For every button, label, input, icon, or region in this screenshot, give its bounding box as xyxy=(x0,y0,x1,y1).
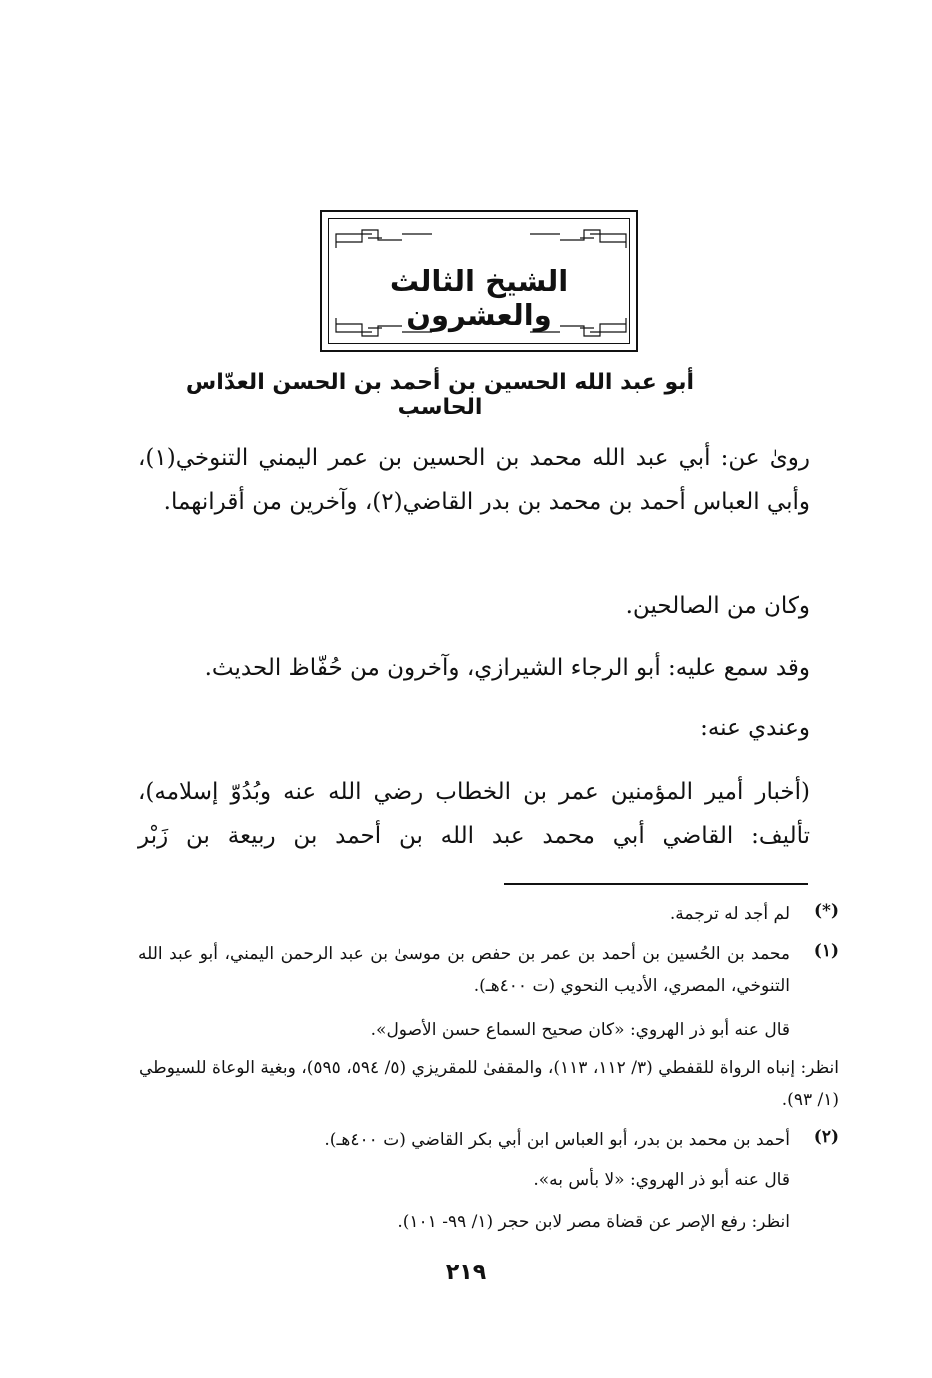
footnote-2-marker: (٢) xyxy=(813,1127,839,1147)
paragraph-heard-by: وقد سمع عليه: أبو الرجاء الشيرازي، وآخرون من حُفّاظ الحديث. xyxy=(204,655,810,681)
paragraph-narrated-from: روىٰ عن: أبي عبد الله محمد بن الحسين بن عمر اليمني التنوخي(١)، وأبي العباس أحمد بن محمد بن بدر القاضي(٢)، وآخرين من أقرانهما. xyxy=(138,445,810,515)
footnote-star-marker: (*) xyxy=(814,901,839,921)
footnote-2-references: انظر: رفع الإصر عن قضاة مصر لابن حجر (١/ ٩٩- ١٠١). xyxy=(397,1212,790,1232)
paragraph-book-title-line1: (أخبار أمير المؤمنين عمر بن الخطاب رضي الله عنه وبُدُوّ إسلامه)، xyxy=(138,779,810,805)
paragraph-book-title-line2: تأليف: القاضي أبي محمد عبد الله بن أحمد بن ربيعة بن زَبْر xyxy=(138,823,810,849)
chapter-title-frame xyxy=(320,210,638,352)
footnote-2-quote: قال عنه أبو ذر الهروي: «لا بأس به». xyxy=(533,1170,790,1190)
chapter-title: الشيخ الثالث والعشرون xyxy=(389,264,569,332)
footnote-1-marker: (١) xyxy=(813,941,839,961)
footnote-1-quote: قال عنه أبو ذر الهروي: «كان صحيح السماع حسن الأصول». xyxy=(370,1020,790,1040)
paragraph-i-have-from-him: وعندي عنه: xyxy=(700,715,810,741)
footnote-1-references: انظر: إنباه الرواة للقفطي (٣/ ١١٢، ١١٣)، والمقفىٰ للمقريزي (٥/ ٥٩٤، ٥٩٥)، وبغية الوعاة للسيوطي (١/ ٩٣). xyxy=(139,1058,840,1110)
footnote-divider xyxy=(504,883,808,885)
subject-name-heading: أبو عبد الله الحسين بن أحمد بن الحسن العدّاس الحاسب xyxy=(185,370,695,420)
footnote-2-text: أحمد بن محمد بن بدر، أبو العباس ابن أبي بكر القاضي (ت ٤٠٠هـ). xyxy=(324,1130,790,1150)
footnote-star-text: لم أجد له ترجمة. xyxy=(669,904,790,924)
footnote-1-text: محمد بن الحُسين بن أحمد بن عمر بن حفص بن موسىٰ بن عبد الرحمن اليمني، أبو عبد الله التنوخي، المصري، الأديب النحوي (ت ٤٠٠هـ). xyxy=(138,944,790,996)
page-number: ٢١٩ xyxy=(445,1260,487,1285)
paragraph-righteous: وكان من الصالحين. xyxy=(625,593,810,619)
